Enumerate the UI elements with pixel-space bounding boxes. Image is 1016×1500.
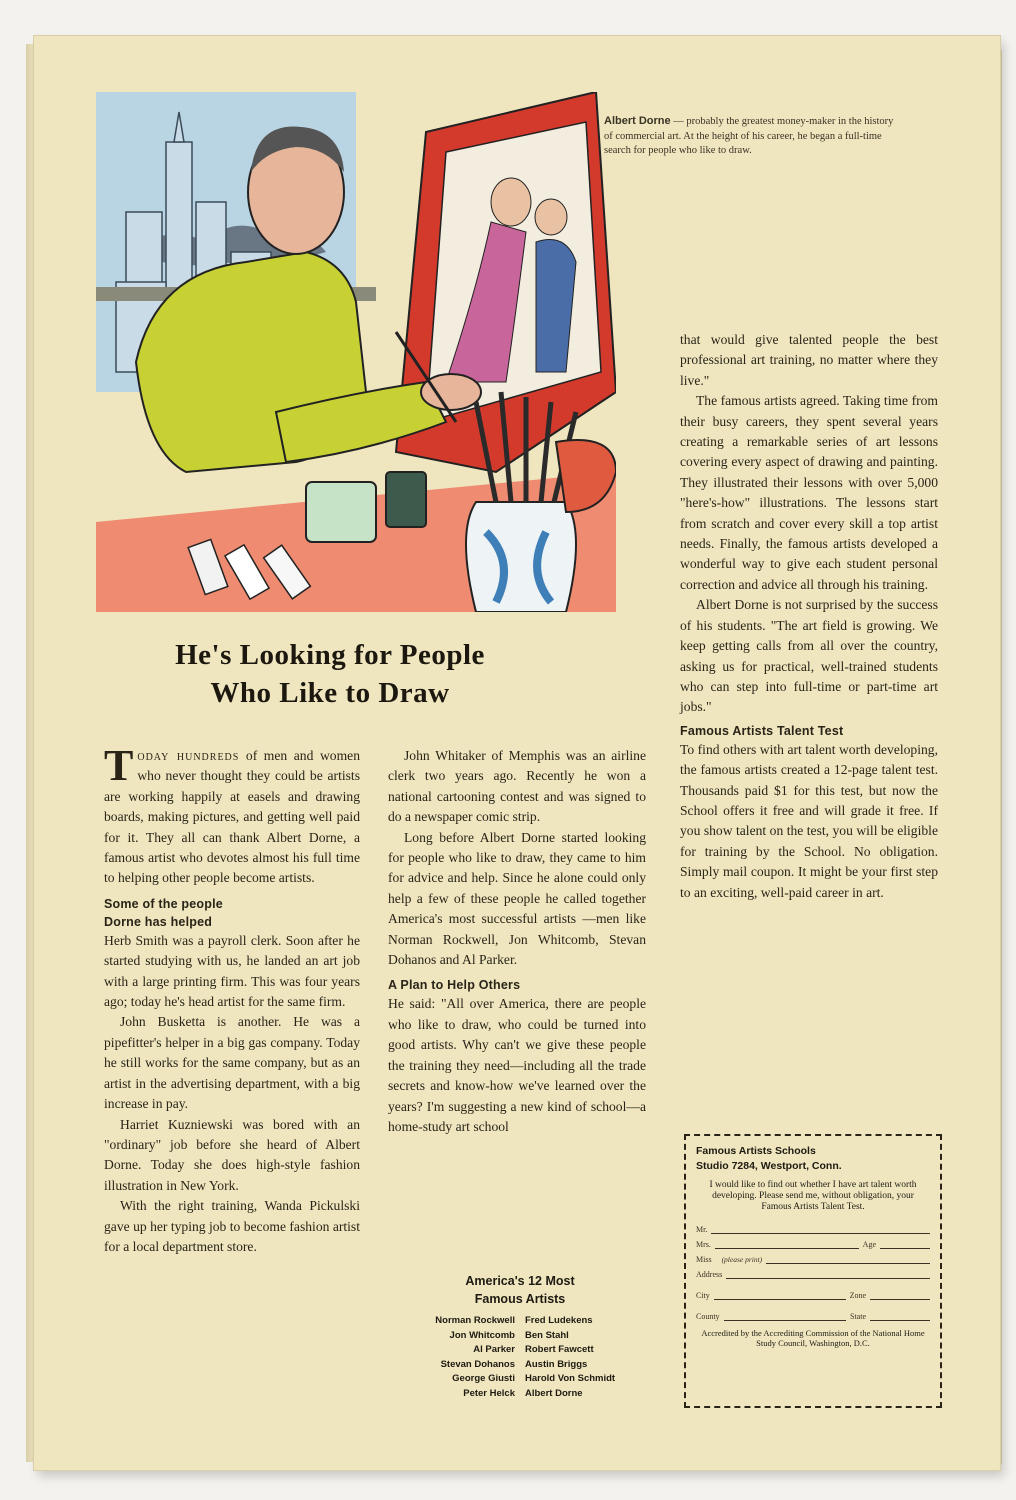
coupon-header: Famous Artists Schools Studio 7284, Westport, Conn. [696,1145,842,1172]
paragraph: The famous artists agreed. Taking time from their busy careers, they spent several years creating a remarkable series of art lessons covering every aspect of drawing and painting. They illustrated their lessons with over 5,000 "here's-how" illustrations. The lessons start from scratch and cover every skill a top artist needs. Finally, the famous artists developed a wonderful way to give each student personal correction and advice all through his training. [680,393,938,592]
artist-name: Norman Rockwell [435,1315,515,1326]
artists-grid [380,1314,660,1402]
article-column-3 [680,330,938,903]
paragraph: With the right training, Wanda Pickulski gave up her typing job to become fashion artist for a local department store. [104,1198,360,1254]
caption-name: Albert Dorne [604,115,671,127]
headline-line-2: Who Like to Draw [210,677,450,709]
artist-name: Ben Stahl [525,1329,569,1341]
field-state-label: State [850,1312,866,1321]
artist-illustration [96,92,616,612]
artist-name: Jon Whitcomb [449,1329,515,1341]
field-age-label: Age [862,1240,876,1249]
paragraph: Herb Smith was a payroll clerk. Soon after he started studying with us, he landed an art job with a large printing firm. This was four years ago; today he's head artist for the same firm. [104,932,360,1010]
intro-lead: oday hundreds [137,748,240,763]
field-mrs[interactable]: Mrs. Age [696,1236,930,1249]
subheading-people-helped: Some of the people Dorne has helped [104,896,223,929]
subheading-plan: A Plan to Help Others [388,978,521,993]
artist-name: Harold Von Schmidt [525,1373,616,1385]
paragraph: Harriet Kuzniewski was bored with an "ordinary" job before she heard of Albert Dorne. Today she does high-style fashion illustration in New York. [104,1116,360,1193]
artist-name: Robert Fawcett [525,1344,594,1356]
illustration-caption [604,114,904,159]
artists-list-title: America's 12 Most Famous Artists [465,1274,575,1306]
artist-name: Al Parker [473,1344,515,1356]
artist-name: Albert Dorne [525,1387,583,1399]
headline-line-1: He's Looking for People [175,639,485,671]
field-city[interactable]: City Zone [696,1287,930,1300]
dropcap: T [104,741,134,790]
field-zone-label: Zone [849,1291,866,1300]
artist-name: Peter Helck [463,1387,515,1399]
paragraph: John Whitaker of Memphis was an airline clerk two years ago. Recently he won a national cartooning contest and was signed to do a newspaper comic strip. [388,748,646,825]
headline [120,636,540,712]
paragraph: Albert Dorne is not surprised by the success of his students. "The art field is growing. We keep getting calls from all over the country, asking us for practical, well-trained students who can step into full-time or part-time art jobs." [680,597,938,715]
please-print-label: (please print) [721,1255,763,1264]
paragraph: that would give talented people the best professional art training, no matter where they live." [680,332,938,388]
field-county[interactable]: County State [696,1308,930,1321]
article-column-2 [388,746,646,1137]
artist-name: Austin Briggs [525,1358,588,1370]
paragraph: He said: "All over America, there are people who like to draw, who could be turned into good artists. Why can't we give these people the training they need—including all the trade secrets and know-how we've learned over the years? I'm suggesting a new kind of school—a home-study art school [388,996,646,1134]
article-column-1 [104,741,360,1257]
brush-jar [466,502,576,612]
paragraph: To find others with art talent worth developing, the famous artists created a 12-page talent test. Thousands paid $1 for this test, but now the School offers it free and will grade it free. If you show talent on the test, you will be eligible for training by the School. No obligation. Simply mail coupon. It might be your first step to an exciting, well-paid career in art. [680,741,938,900]
famous-artists-list [380,1272,660,1402]
field-mr[interactable]: Mr. [696,1221,930,1234]
mail-coupon[interactable] [684,1134,942,1408]
subheading-talent-test: Famous Artists Talent Test [680,723,844,738]
intro-rest: of men and women who never thought they could be artists are working happily at easels and drawing boards, making pictures, and getting well paid for it. They all can thank Albert Dorne, a famous artist who devotes almost his full time to helping other people become artists. [104,748,360,886]
artist-name: Fred Ludekens [525,1315,593,1326]
artist-name: Stevan Dohanos [440,1358,515,1370]
field-address[interactable]: Address [696,1266,930,1279]
artist-name: George Giusti [452,1373,515,1385]
paragraph: Long before Albert Dorne started looking for people who like to draw, they came to him for advice and help. Since he alone could only help a few of these people he called together America's most successful artists —men like Norman Rockwell, Jon Whitcomb, Stevan Dohanos and Al Parker. [388,829,646,968]
intro-paragraph [104,741,360,889]
caption-text: — probably the greatest money-maker in the history of commercial art. At the height of his career, he began a full-time search for people who like to draw. [604,116,894,156]
artist-hand [421,374,481,410]
coupon-body: I would like to find out whether I have art talent worth developing. Please send me, without obligation, your Famous Artists Talent Test. [709,1180,917,1212]
accreditation-note: Accredited by the Accrediting Commission of the National Home Study Council, Washington, D.C. [701,1328,925,1348]
field-miss[interactable]: Miss (please print) [696,1251,930,1264]
paragraph: John Busketta is another. He was a pipefitter's helper in a big gas company. Today he still works for the same company, but as an artist in the advertising department, with a big increase in pay. [104,1014,360,1112]
